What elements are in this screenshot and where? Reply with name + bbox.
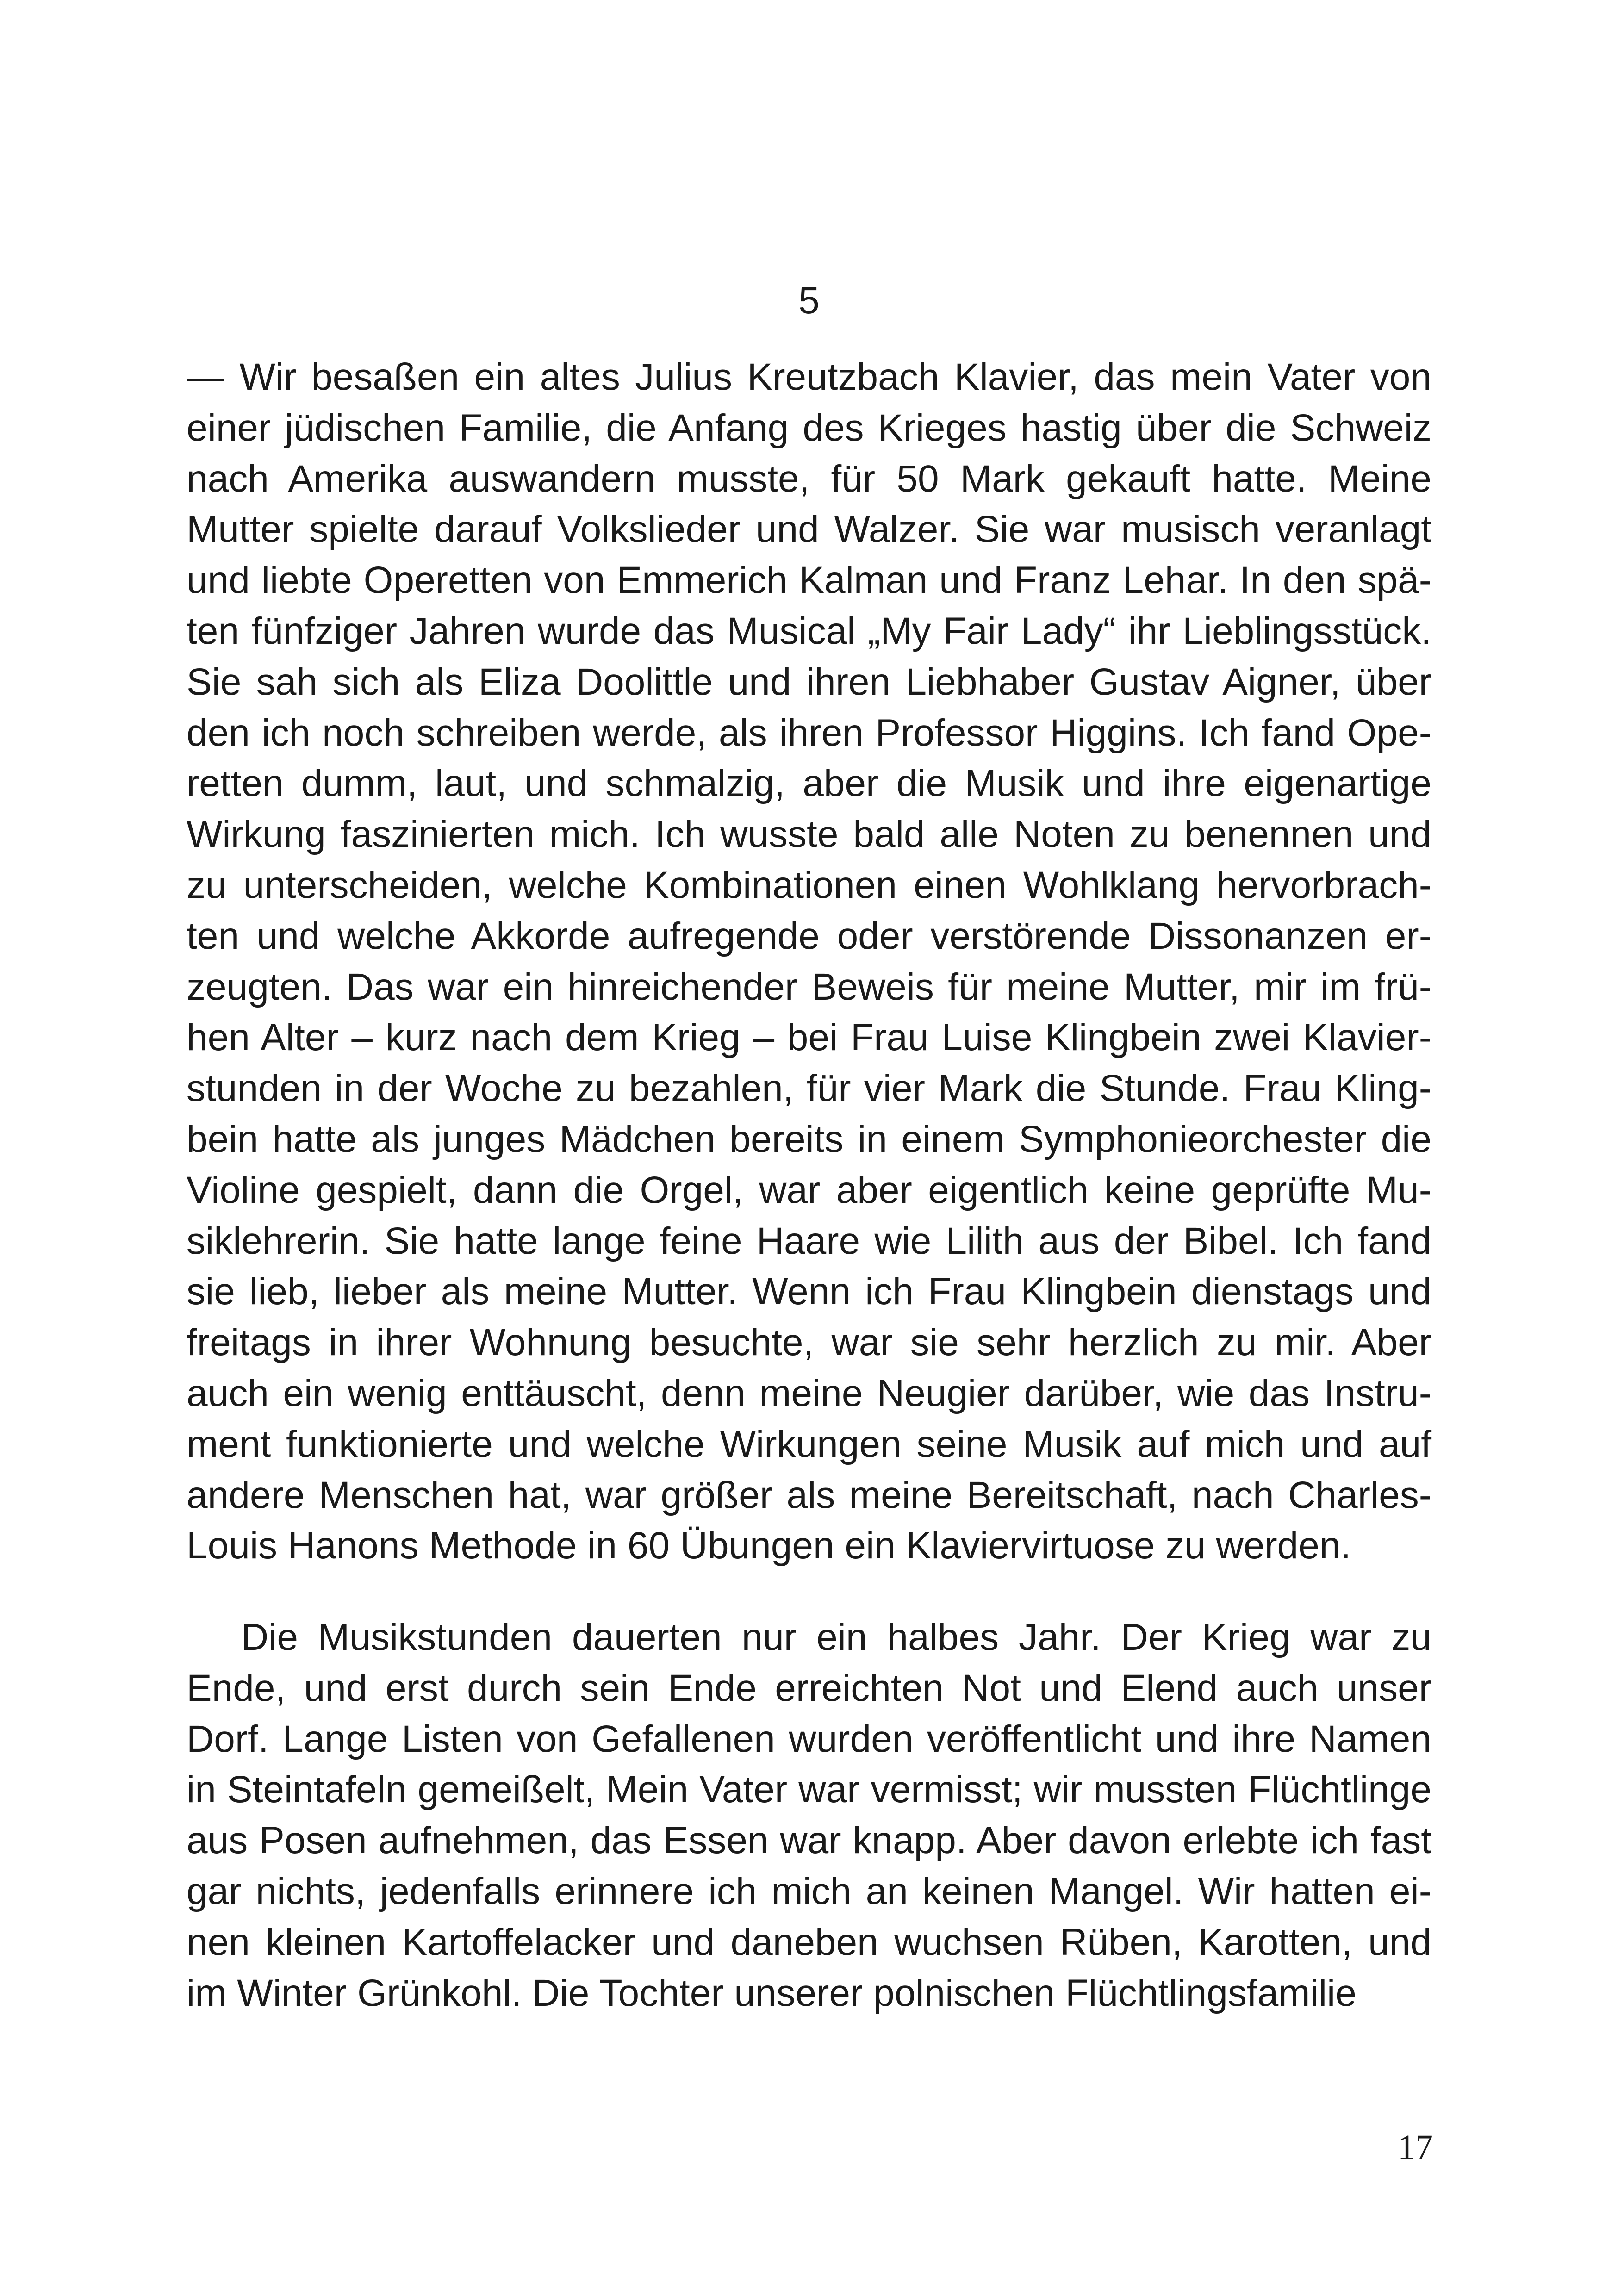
body-text-block (187, 352, 1431, 1571)
chapter-number: 5 (798, 280, 820, 322)
paragraph: Die Musikstunden dauerten nur ein halbes Jahr. Der Krieg war zu Ende, und erst durch sein Ende erreichten Not und Elend auch unser Dorf. Lange Listen von Gefallenen wurden veröffentlicht und ihre Namen in Steintafeln gemeißelt, Mein Vater war vermisst; wir mussten Flüchtlinge aus Posen aufnehmen, das Essen war knapp. Aber davon erlebte ich fast gar nichts, jedenfalls erinnere ich mich an keinen Mangel. Wir hatten einen kleinen Kartoffelacker und daneben wuchsen Rüben, Karotten, und im Winter Grünkohl. Die Tochter unserer polnischen Flüchtlingsfamilie (187, 1616, 1431, 2014)
body-text-block (187, 1612, 1431, 2018)
page-number: 17 (1398, 2128, 1433, 2167)
paragraph: — Wir besaßen ein altes Julius Kreutzbach Klavier, das mein Vater von einer jüdischen Familie, die Anfang des Krieges hastig über die Schweiz nach Amerika auswandern musste, für 50 Mark gekauft hatte. Meine Mutter spielte darauf Volkslieder und Walzer. Sie war musisch veranlagt und liebte Operetten von Emmerich Kalman und Franz Lehar. In den späten fünfziger Jahren wurde das Musical „My Fair Lady“ ihr Lieblingsstück. Sie sah sich als Eliza Doolittle und ihren Liebhaber Gustav Aigner, über den ich noch schreiben werde, als ihren Professor Higgins. Ich fand Operetten dumm, laut, und schmalzig, aber die Musik und ihre eigenartige Wirkung faszinierten mich. Ich wusste bald alle Noten zu benennen und zu unterscheiden, welche Kombinationen einen Wohlklang hervorbrachten und welche Akkorde aufregende oder verstörende Dissonanzen erzeugten. Das war ein hinreichender Beweis für meine Mutter, mir im frühen Alter – kurz nach dem Krieg – bei Frau Luise Klingbein zwei Klavierstunden in der Woche zu bezahlen, für vier Mark die Stunde. Frau Klingbein hatte als junges Mädchen bereits in einem Symphonieorchester die Violine gespielt, dann die Orgel, war aber eigentlich keine geprüfte Musiklehrerin. Sie hatte lange feine Haare wie Lilith aus der Bibel. Ich fand sie lieb, lieber als meine Mutter. Wenn ich Frau Klingbein dienstags und freitags in ihrer Wohnung besuchte, war sie sehr herzlich zu mir. Aber auch ein wenig enttäuscht, denn meine Neugier darüber, wie das Instrument funktionierte und welche Wirkungen seine Musik auf mich und auf andere Menschen hat, war größer als meine Bereitschaft, nach Charles-Louis Hanons Methode in 60 Übungen ein Klaviervirtuose zu werden. (187, 356, 1431, 1567)
